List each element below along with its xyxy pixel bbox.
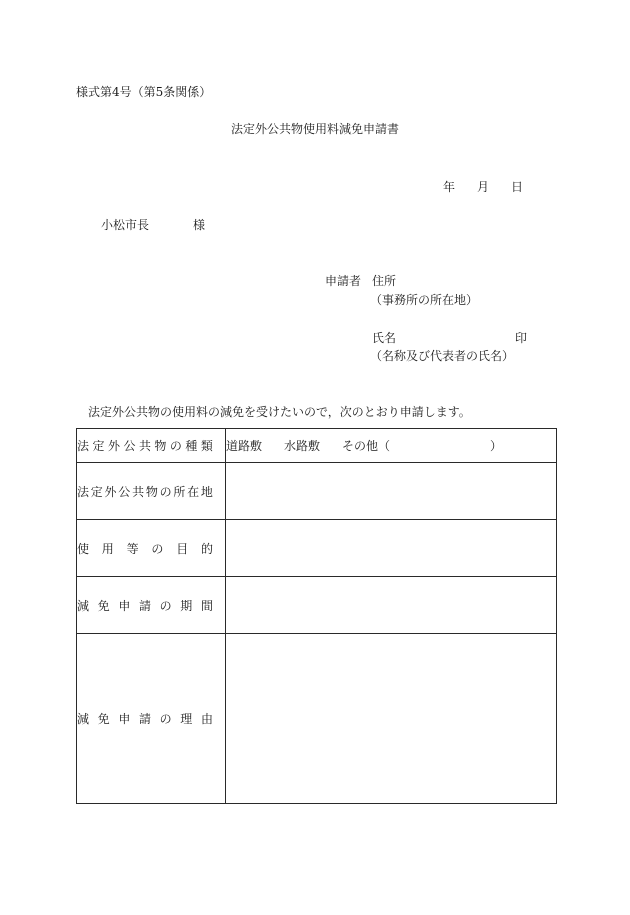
label-char: 減 — [77, 598, 90, 613]
reason-label — [77, 710, 213, 727]
label-char: 公 — [118, 484, 131, 499]
option-road[interactable]: 道路敷 — [226, 439, 263, 453]
purpose-input-cell[interactable] — [226, 520, 557, 577]
table-row — [77, 429, 557, 463]
addressee-name: 小松市長 — [101, 218, 150, 232]
type-value-cell[interactable] — [226, 429, 557, 463]
reason-label-cell — [77, 634, 226, 804]
label-char: 理 — [180, 712, 193, 726]
label-char: 定 — [90, 484, 103, 499]
label-char: 的 — [200, 541, 213, 556]
label-char: 地 — [200, 484, 213, 499]
label-char: 法 — [77, 439, 90, 453]
form-number: 様式第4号（第5条関係） — [76, 85, 212, 99]
seal-label: 印 — [515, 331, 528, 345]
date-line — [443, 181, 523, 193]
label-char: の — [151, 541, 164, 556]
reason-input-cell[interactable] — [226, 634, 557, 804]
period-label — [77, 597, 213, 614]
label-char: 由 — [200, 712, 213, 726]
label-char: 物 — [154, 439, 167, 453]
label-char: 法 — [77, 484, 90, 499]
table-row — [77, 634, 557, 804]
label-char: の — [159, 484, 172, 499]
name-note: （名称及び代表者の氏名） — [370, 349, 515, 363]
label-char: 間 — [200, 598, 213, 613]
label-char: 請 — [138, 712, 151, 726]
name-label: 氏名 — [372, 331, 397, 345]
label-char: 免 — [97, 598, 110, 613]
location-input-cell[interactable] — [226, 463, 557, 520]
address-label: 住所 — [372, 274, 397, 288]
label-char: 類 — [200, 439, 213, 453]
application-table — [76, 428, 557, 804]
option-water[interactable]: 水路敷 — [284, 439, 321, 453]
type-label-cell — [77, 429, 226, 463]
date-month-label: 月 — [477, 180, 490, 194]
addressee — [101, 219, 205, 231]
option-other-close: ） — [490, 439, 503, 453]
label-char: の — [169, 439, 182, 453]
location-label — [77, 483, 213, 500]
label-char: 等 — [126, 541, 139, 556]
location-label-cell — [77, 463, 226, 520]
label-char: 免 — [97, 712, 110, 726]
label-char: 共 — [132, 484, 145, 499]
option-other-open[interactable]: その他（ — [342, 439, 391, 453]
period-input-cell[interactable] — [226, 577, 557, 634]
request-sentence: 法定外公共物の使用料の減免を受けたいので，次のとおり申請します。 — [88, 405, 471, 419]
label-char: 用 — [101, 541, 114, 556]
label-char: 共 — [138, 439, 151, 453]
type-label — [77, 437, 213, 454]
label-char: 請 — [138, 598, 151, 613]
period-label-cell — [77, 577, 226, 634]
label-char: 外 — [107, 439, 120, 453]
document-title: 法定外公共物使用料減免申請書 — [230, 122, 399, 136]
purpose-label — [77, 540, 213, 557]
date-day-label: 日 — [511, 180, 524, 194]
table-row — [77, 520, 557, 577]
label-char: 所 — [173, 484, 186, 499]
table-row — [77, 463, 557, 520]
label-char: の — [159, 598, 172, 613]
date-year-label: 年 — [443, 180, 456, 194]
label-char: 外 — [104, 484, 117, 499]
label-char: 物 — [145, 484, 158, 499]
purpose-label-cell — [77, 520, 226, 577]
label-char: 申 — [118, 712, 131, 726]
addressee-honorific: 様 — [193, 218, 206, 232]
label-char: 在 — [187, 484, 200, 499]
label-char: 定 — [92, 439, 105, 453]
label-char: 申 — [118, 598, 131, 613]
label-char: 使 — [77, 541, 90, 556]
label-char: の — [159, 712, 172, 726]
address-note: （事務所の所在地） — [370, 293, 479, 307]
label-char: 期 — [180, 598, 193, 613]
label-char: 公 — [123, 439, 136, 453]
label-char: 減 — [77, 712, 90, 726]
label-char: 種 — [185, 439, 198, 453]
table-row — [77, 577, 557, 634]
label-char: 目 — [176, 541, 189, 556]
applicant-label: 申請者 — [325, 274, 362, 288]
